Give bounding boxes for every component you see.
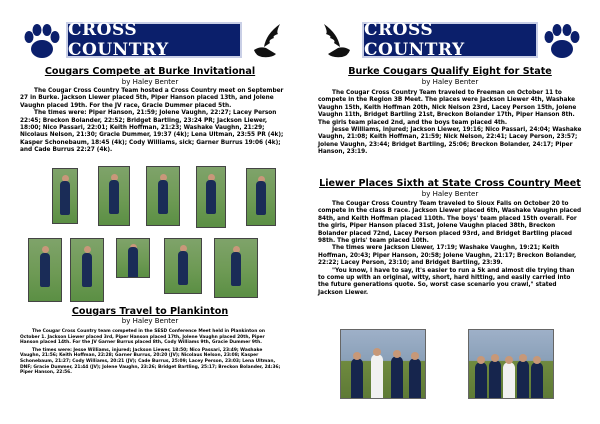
paw-print-icon [540,20,584,64]
article-byline: by Haley Benter [421,78,479,86]
right-page [300,0,600,424]
article-paragraph: The Cougar Cross Country Team traveled to Freeman on October 11 to compete in the Region 3B Meet. The places were Jackson Liewer 4th, Washake Vaughn 15th, Keith Hoffman 20th, Nick Nelson 23rd, Lacey Person 15th, Jolene Vaughn 11th, Bridget Bartling 21st, Breckon Bolander 17th, Piper Hanson 8th. The girls team placed 2nd, and the boys team placed 4th. [318,90,577,126]
article-byline: by Haley Benter [121,317,179,325]
runner-photo [164,238,202,294]
banner-title: CROSS COUNTRY [68,20,169,60]
section-banner [362,22,538,58]
article-paragraph: The Cougar Cross Country Team hosted a Cross Country meet on September 27 in Burke. Jackson Liewer placed 5th, Piper Hanson placed 13th, and Jolene Vaughn placed 19th. For the JV race, Gracie Dummer placed 5th. [20,88,284,109]
article-paragraph: "You know, I have to say, it's easier to run a 5k and almost die trying than to come up with an original, witty, short, hard hitting, and easily carried into the future generations quote. So, worst case scenario you crawl," stated Jackson Liewer. [318,267,575,296]
section-banner [66,22,242,58]
runner-photo [146,166,180,226]
article-headline: Burke Cougars Qualify Eight for State [348,66,552,77]
article-headline: Cougars Travel to Plankinton [71,306,229,317]
article-paragraph: The times were: Jesse Williams, injured; Jackson Liewer, 18:50; Nico Passari, 23:49; Washake Vaughn, 21:56; Keith Hoffman, 22:28; Garner Burrus, 20:20 (JV); Nicolaus Nelson, 23:08; Kasper Schonebaum, 21:27; Cody Williams, 20:21 (JV); Cade Burrus, 25:09; Lacey Person, 23:03; Lena Ultman, DNF; Gracie Dummer, 21:44 (JV); Jolene Vaughn, 23:26; Bridget Bartling, 25:17; Breckon Bolander, 24:36; Piper Hanson, 22:56. [20,347,281,376]
team-photo [340,329,426,399]
article-paragraph: The Cougar Cross Country team competed in the SESD Conference Meet held in Plankinton on October 1. Jackson Liewer placed 3rd, Piper Hanson placed 17th, Jolene Vaughn placed 20th, Piper Hanson placed 14th. For the JV Garner Burrus placed 8th, Cody Williams 9th, Gracie Dummer 9th. [20,329,265,346]
article-body [20,329,282,376]
article-headline: Cougars Compete at Burke Invitational [44,66,256,77]
article-byline: by Haley Benter [421,190,479,198]
article-body [20,88,284,155]
article-body [318,201,582,297]
banner-title: CROSS COUNTRY [364,20,465,60]
runner-photo [196,166,226,228]
article-paragraph: The times were Jackson Liewer, 17:19; Washake Vaughn, 19:21; Keith Hoffman, 20:43; Piper Hanson, 20:58; Jolene Vaughn, 21:17; Breckon Bolander, 22:22; Lacey Person, 23:10; and Bridget Bartling, 23:39. [318,245,577,267]
article-paragraph: The Cougar Cross Country Team traveled to Sioux Falls on October 20 to compete in the class B race. Jackson Liewer placed 6th, Washake Vaughn placed 84th, and Keith Hoffman placed 110th. The boys' team placed 15th overall. For the girls, Piper Hanson placed 31st, Jolene Vaughn placed 38th, Breckon Bolander placed 72nd, Lacey Person placed 93rd, and Bridget Bartling placed 98th. The girls' team placed 10th. [318,201,582,245]
runner-photo [28,238,62,302]
article-headline: Liewer Places Sixth at State Cross Country Meet [319,178,581,189]
runner-photo [52,168,78,224]
runner-photo [214,238,258,298]
runner-photo [246,168,276,226]
runner-photo [70,238,104,302]
article-body [318,90,582,157]
article-byline: by Haley Benter [121,78,179,86]
team-photo [468,329,554,399]
paw-print-icon [20,20,64,64]
runner-photo [98,166,130,226]
winged-shoe-icon [320,20,354,60]
winged-shoe-icon [250,20,284,60]
article-paragraph: Jesse Williams, injured; Jackson Liewer, 19:16; Nico Passari, 24:04; Washake Vaughn, 21:08; Keith Hoffman, 21:59; Nick Nelson, 22:41; Lacey Person, 23:57; Jolene Vaughn, 23:44; Bridget Bartling, 25:06; Breckon Bolander, 24:17; Piper Hanson, 23:19. [318,127,582,156]
runner-photo [116,238,150,278]
article-paragraph: The times were: Piper Hanson, 21:59; Jolene Vaughn, 22:27; Lacey Person 22:45; Breckon Bolander, 22:52; Bridget Bartling, 23:24 PR; Jackson Liewer, 18:00; Nico Passari, 22:01; Keith Hoffman, 21:23; Washake Vaughn, 21:29; Nicolaus Nelson, 21:30; Gracie Dummer, 19:37 (4k); Lena Ultman, 23:55 PR (4k); Kasper Schonebaum, 18:45 (4k); Cody Williams, sick; Garner Burrus 19:06 (4k); and Cade Burrus 22:27 (4k). [20,110,284,154]
